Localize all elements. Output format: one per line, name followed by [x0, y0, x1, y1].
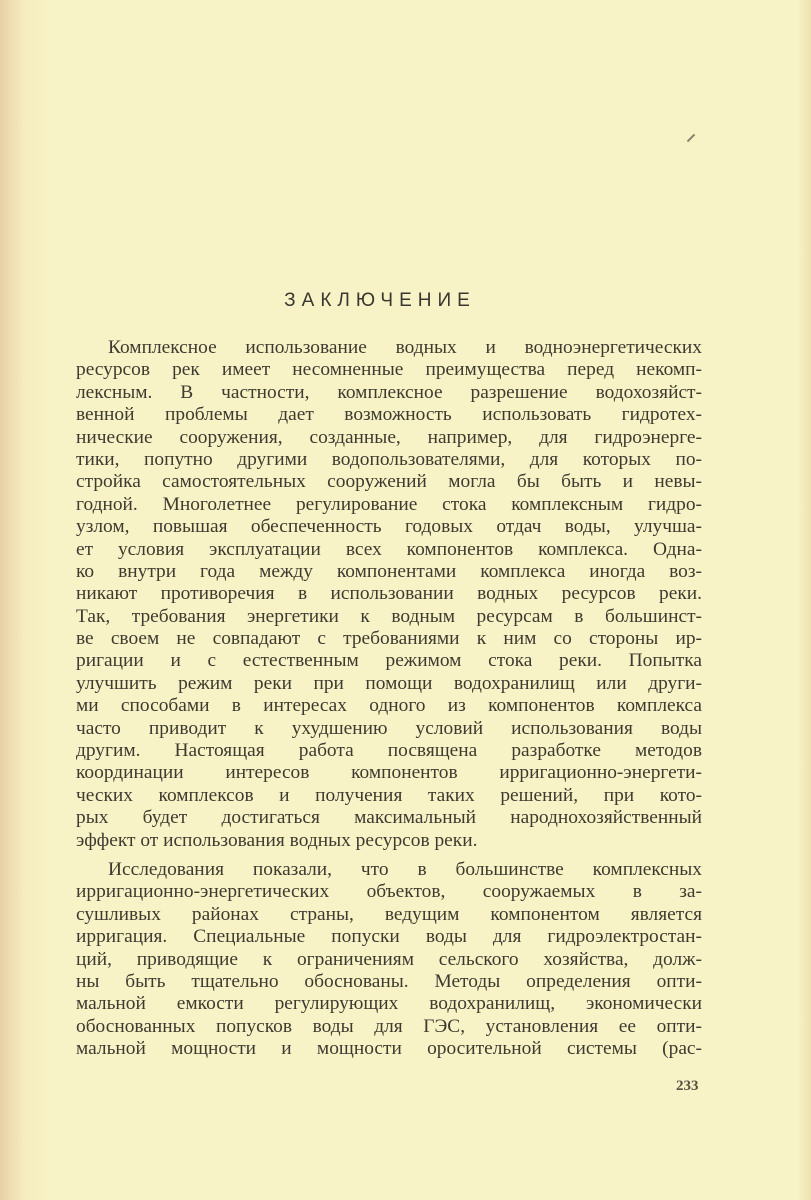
text-line: ми способами в интересах одного из компонентов комплекса: [76, 695, 702, 717]
text-line: обоснованных попусков воды для ГЭС, установления ее опти-: [76, 1015, 702, 1037]
text-line: мальной емкости регулирующих водохранилищ, экономически: [76, 993, 702, 1015]
text-line: эффект от использования водных ресурсов реки.: [76, 829, 478, 851]
text-line: годной. Многолетнее регулирование стока комплексным гидро-: [76, 493, 702, 515]
text-line: ций, приводящие к ограничениям сельского хозяйства, долж-: [76, 948, 702, 970]
text-line: ческих комплексов и получения таких решений, при кото-: [76, 784, 702, 806]
text-line: мальной мощности и мощности оросительной системы (рас-: [76, 1038, 702, 1060]
pencil-mark: [687, 134, 695, 142]
text-line: ны быть тщательно обоснованы. Методы определения опти-: [76, 970, 702, 992]
text-line: Исследования показали, что в большинстве комплексных: [108, 858, 702, 880]
text-line: ко внутри года между компонентами комплекса иногда воз-: [76, 560, 702, 582]
page-number: 233: [676, 1078, 699, 1094]
text-line: узлом, повышая обеспеченность годовых отдач воды, улучша-: [76, 516, 702, 538]
text-line: рых будет достигаться максимальный народнохозяйственный: [76, 807, 702, 829]
text-line: Так, требования энергетики к водным ресурсам в большинст-: [76, 605, 702, 627]
text-line: ресурсов рек имеет несомненные преимущества перед некомп-: [76, 359, 702, 381]
text-line: координации интересов компонентов ирригационно-энергети-: [76, 762, 702, 784]
text-line: сушливых районах страны, ведущим компонентом является: [76, 903, 702, 925]
text-line: другим. Настоящая работа посвящена разработке методов: [76, 740, 702, 762]
text-line: ирригация. Специальные попуски воды для гидроэлектростан-: [76, 926, 702, 948]
text-line: венной проблемы дает возможность использовать гидротех-: [76, 404, 702, 426]
text-line: часто приводит к ухудшению условий использования воды: [76, 717, 702, 739]
text-line: ве своем не совпадают с требованиями к ним со стороны ир-: [76, 628, 702, 650]
text-line: улучшить режим реки при помощи водохранилищ или други-: [76, 672, 702, 694]
text-line: нические сооружения, созданные, например, для гидроэнерге-: [76, 426, 702, 448]
text-line: ирригационно-энергетических объектов, сооружаемых в за-: [76, 881, 702, 903]
paragraph-1: [76, 337, 702, 852]
text-line: лексным. В частности, комплексное разрешение водохозяйст-: [76, 381, 702, 403]
paragraph-2: [76, 859, 702, 1061]
text-line: Комплексное использование водных и водноэнергетических: [108, 337, 702, 358]
text-line: стройка самостоятельных сооружений могла бы быть и невы-: [76, 471, 702, 493]
body-text: [76, 337, 702, 1061]
text-line: никают противоречия в использовании водных ресурсов реки.: [76, 583, 702, 605]
text-line: тики, попутно другими водопользователями, для которых по-: [76, 448, 702, 470]
text-line: ригации и с естественным режимом стока реки. Попытка: [76, 650, 702, 672]
text-line: ет условия эксплуатации всех компонентов комплекса. Одна-: [76, 538, 702, 560]
chapter-title: ЗАКЛЮЧЕНИЕ: [284, 290, 476, 311]
